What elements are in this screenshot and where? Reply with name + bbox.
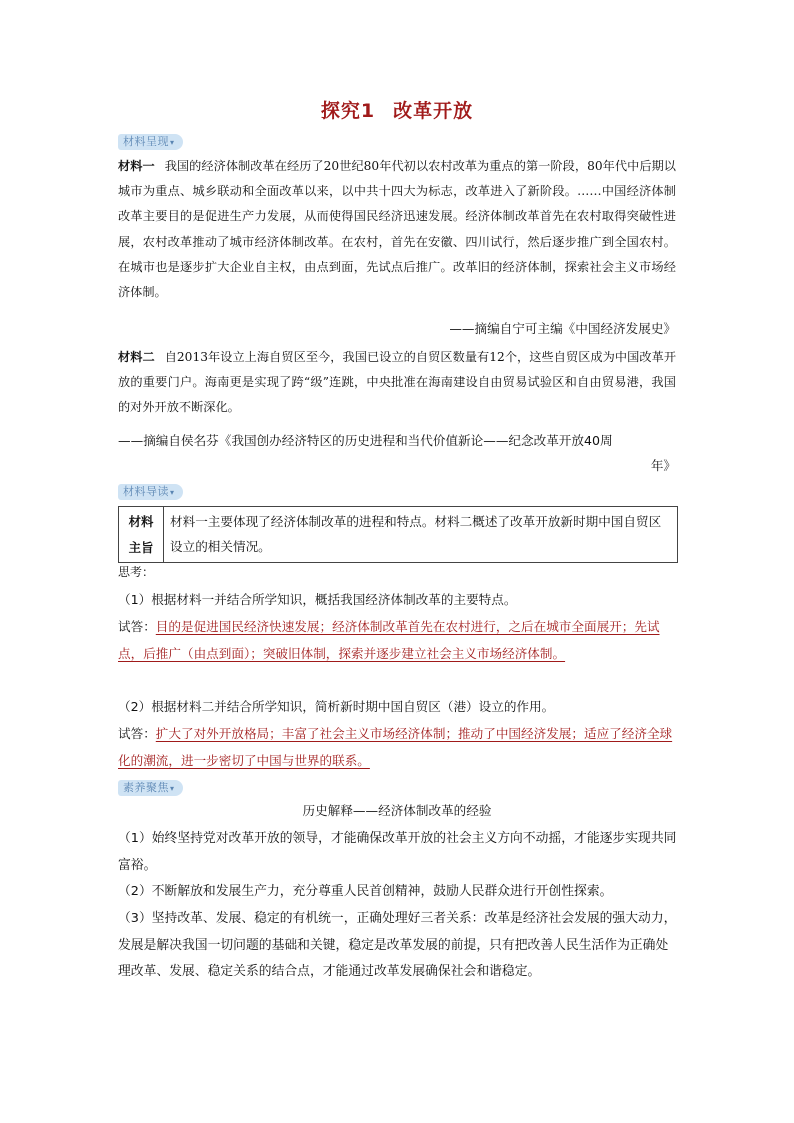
tag-literacy: 素养聚焦 ▾ [118,780,183,796]
page-title [0,96,794,123]
literacy-point-1: （1）始终坚持党对改革开放的领导，才能确保改革开放的社会主义方向不动摇，才能逐步实现共同富裕。 [118,831,677,873]
material-2-source [118,428,676,478]
title-text: 改革开放 [393,100,474,122]
guide-table [118,506,678,563]
guide-text: 材料一主要体现了经济体制改革的进程和特点。材料二概述了改革开放新时期中国自贸区设立的相关情况。 [170,514,662,554]
material-1-source: ——摘编自宁可主编《中国经济发展史》 [449,321,676,336]
literacy-heading: 历史解释——经济体制改革的经验 [302,803,492,818]
answer-2 [118,720,678,774]
title-number: 探究1 [320,100,376,122]
material-2-text: 自2013年设立上海自贸区至今，我国已设立的自贸区数量有12个，这些自贸区成为中国改革开放的重要门户。海南更是实现了跨“级”连跳，中央批准在海南建设自由贸易试验区和自由贸易港，我国的对外开放不断深化。 [118,350,677,415]
answer-1-label: 试答： [118,619,156,634]
think-label: 思考： [118,565,155,579]
question-1: （1）根据材料一并结合所学知识，概括我国经济体制改革的主要特点。 [118,592,517,607]
answer-2-label: 试答： [118,726,156,741]
literacy-point-2: （2）不断解放和发展生产力，充分尊重人民首创精神，鼓励人民群众进行开创性探索。 [118,884,613,899]
literacy-point-3: （3）坚持改革、发展、稳定的有机统一，正确处理好三者关系：改革是经济社会发展的强大动力，发展是解决我国一切问题的基础和关键，稳定是改革发展的前提，只有把改善人民生活作为正确处理改革、发展、稳定关系的结合点，才能通过改革发展确保社会和谐稳定。 [118,911,677,979]
guide-label-1: 材料 [128,514,154,529]
tag-guide: 材料导读 ▾ [118,484,183,500]
answer-1-text: 目的是促进国民经济快速发展；经济体制改革首先在农村进行，之后在城市全面展开；先试点，后推广（由点到面）；突破旧体制，探索并逐步建立社会主义市场经济体制。 [118,619,660,661]
material-2-label: 材料二 [118,350,155,364]
material-2-source-end: 年》 [650,458,676,473]
tag-materials: 材料呈现 ▾ [118,134,183,150]
material-1-label: 材料一 [118,159,155,173]
answer-2-text: 扩大了对外开放格局；丰富了社会主义市场经济体制；推动了中国经济发展；适应了经济全球化的潮流，进一步密切了中国与世界的联系。 [118,726,673,768]
material-1-text: 我国的经济体制改革在经历了20世纪80年代初以农村改革为重点的第一阶段，80年代中后期以城市为重点、城乡联动和全面改革以来，以中共十四大为标志，改革进入了新阶段。……中国经济体制改革主要目的是促进生产力发展，从而使得国民经济迅速发展。经济体制改革首先在农村取得突破性进展，农村改革推动了城市经济体制改革。在农村，首先在安徽、四川试行，然后逐步推广到全国农村。在城市也是逐步扩大企业自主权，由点到面，先试点后推广。改革旧的经济体制，探索社会主义市场经济体制。 [118,159,676,300]
guide-label [119,507,164,562]
material-2 [118,345,676,421]
material-2-source-main: ——摘编自侯名芬《我国创办经济特区的历史进程和当代价值新论——纪念改革开放40周 [118,433,613,448]
question-2: （2）根据材料二并结合所学知识，简析新时期中国自贸区（港）设立的作用。 [118,699,555,714]
material-1 [118,154,676,305]
guide-label-2: 主旨 [128,540,154,555]
answer-1 [118,613,678,667]
